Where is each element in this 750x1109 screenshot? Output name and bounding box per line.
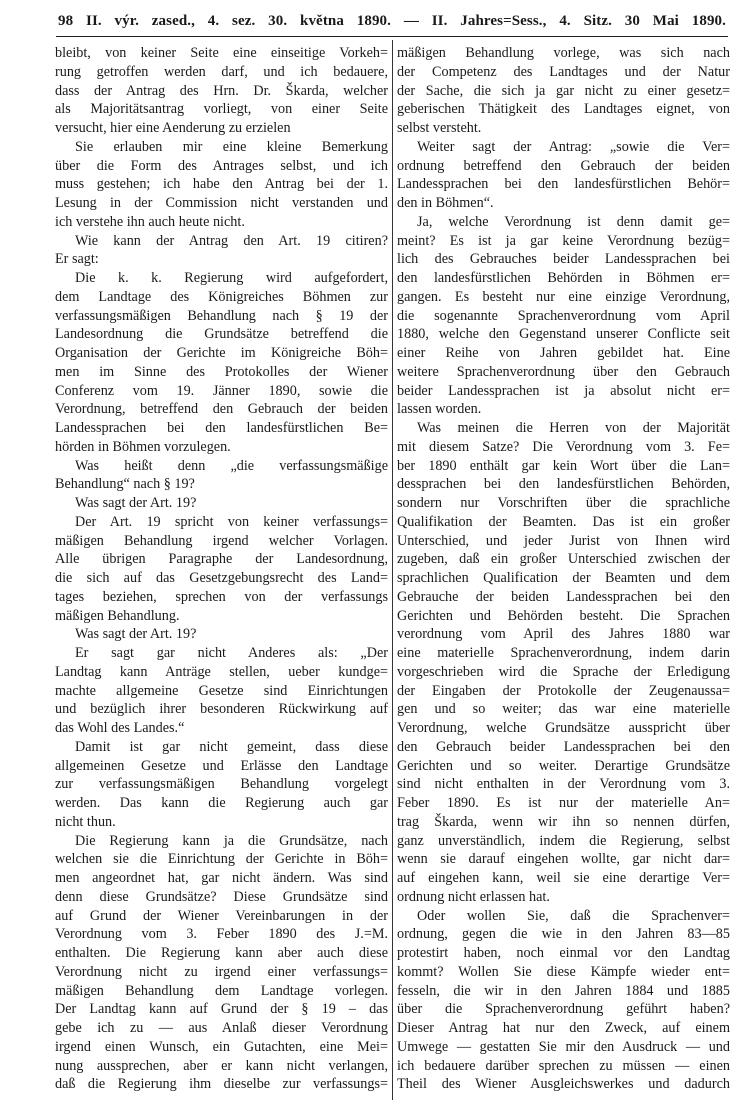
text-line: verfassungsmäßigen Behandlung nach § 19 der xyxy=(55,307,388,324)
text-line: Damit ist gar nicht gemeint, dass diese xyxy=(75,738,388,755)
text-line: einer Reihe von Jahren gebildet hat. Eine xyxy=(397,345,730,361)
text-line: Conferenz vom 19. Jänner 1890, sowie die xyxy=(55,382,388,399)
text-line: Verordnung nicht zu irgend einer verfassungs= xyxy=(55,963,388,980)
text-line: dessprachen bei den landesfürstlichen Behörden, xyxy=(397,476,730,493)
text-line: Weiter sagt der Antrag: „sowie die Ver= xyxy=(417,138,730,155)
text-line: ich bedauere darüber sprechen zu müssen — einen xyxy=(397,1057,730,1074)
text-line: hörden in Böhmen vorzulegen. xyxy=(55,438,231,455)
page-header: 98 II. výr. zased., 4. sez. 30. května 1890. — II. Jahres=Sess., 4. Sitz. 30 Mai 1890. xyxy=(58,13,726,29)
text-line: Unterschied, und jeder Jurist von Ihnen wird xyxy=(397,532,730,549)
text-line: Landessprachen bei den landesfürstlichen Behör= xyxy=(397,176,730,193)
text-line: versucht, hier eine Aenderung zu erzielen xyxy=(55,120,291,136)
text-line: der Sache, die sich ja gar nicht zu einer gesetz= xyxy=(397,82,730,99)
paragraph xyxy=(397,138,730,213)
paragraph xyxy=(55,644,388,738)
text-line: Dieser Antrag hat nur den Zweck, auf einem xyxy=(397,1020,730,1036)
text-line: ordnung nicht erlassen hat. xyxy=(397,888,550,905)
text-line: muss gestehen; ich habe den Antrag bei der 1. xyxy=(55,176,388,193)
text-line: beider Landessprachen ist ja absolut nicht er= xyxy=(397,382,730,399)
text-line: werden. Das kann die Regierung auch gar xyxy=(55,795,388,811)
text-line: Der Art. 19 spricht von keiner verfassungs= xyxy=(75,513,388,530)
text-line: gangen. Es besteht nur eine einzige Verordnung, xyxy=(397,288,730,305)
text-line: kommt? Wollen Sie diese Kämpfe wieder ent= xyxy=(397,963,730,980)
paragraph xyxy=(55,457,388,495)
text-line: den in Böhmen“. xyxy=(397,195,494,211)
text-line: men im Sinne des Protokolles der Wiener xyxy=(55,363,388,380)
text-line: Behandlung“ nach § 19? xyxy=(55,476,195,493)
text-line: Verordnung vom 3. Feber 1890 des J.=M. xyxy=(55,926,388,943)
text-line: machte allgemeine Gesetze sind Einrichtungen xyxy=(55,682,388,699)
text-line: mäßigen Behandlung dem Landtage vorlegen. xyxy=(55,982,388,999)
text-line: die sogenannte Sprachenverordnung vom April xyxy=(397,307,730,324)
paragraph xyxy=(55,625,388,644)
text-line: Der Landtag kann auf Grund der § 19 – das xyxy=(55,1001,388,1018)
text-line: Er sagt: xyxy=(55,251,99,268)
text-line: Qualifikation der Beamten. Das ist ein großer xyxy=(397,513,730,530)
text-line: das Wohl des Landes.“ xyxy=(55,720,185,736)
text-line: mäßigen Behandlung vorlege, was sich nach xyxy=(397,45,730,61)
text-line: ganz unverständlich, indem die Regierung, selbst xyxy=(397,832,730,849)
text-line: gen und so weiter; das war eine materielle xyxy=(397,701,730,718)
text-line: enthalten. Die Regierung kann aber auch diese xyxy=(55,945,388,961)
text-line: Gerichten und Behörden besteht. Die Sprachen xyxy=(397,607,730,624)
text-line: zur verfassungsmäßigen Behandlung vorgelegt xyxy=(55,776,388,793)
header-rule xyxy=(56,36,728,37)
text-line: über die Form des Antrages selbst, und ich xyxy=(55,157,388,174)
text-line: den Gebrauch beider Landessprachen bei den xyxy=(397,738,730,755)
text-line: Sie erlauben mir eine kleine Bemerkung xyxy=(75,138,388,155)
text-line: sprachlichen Qualification der Beamten und dem xyxy=(397,570,730,586)
text-line: ber 1890 enthält gar kein Wort über die Lan= xyxy=(397,457,730,474)
paragraph xyxy=(55,738,388,832)
text-line: lich des Gebrauches beider Landessprachen bei xyxy=(397,251,730,268)
text-line: Landessprachen bei den landesfürstlichen Be= xyxy=(55,420,388,436)
text-line: bleibt, von keiner Seite eine einseitige Vorkeh= xyxy=(55,45,388,61)
text-line: ordnung betreffend den Gebrauch der beiden xyxy=(397,157,730,174)
text-line: lassen worden. xyxy=(397,401,482,418)
text-line: Was heißt denn „die verfassungsmäßige xyxy=(75,457,388,474)
text-line: Umwege — gestatten Sie mir den Ausdruck — und xyxy=(397,1038,730,1055)
text-line: den landesfürstlichen Behörden in Böhmen er= xyxy=(397,270,730,286)
text-line: allgemeinen Gesetze und Erlässe den Landtage xyxy=(55,757,388,774)
paragraph xyxy=(397,419,730,907)
text-line: nicht thun. xyxy=(55,813,116,830)
paragraph xyxy=(55,232,388,270)
text-line: Er sagt gar nicht Anderes als: „Der xyxy=(75,645,388,661)
text-line: ich verstehe ihn auch heute nicht. xyxy=(55,213,245,230)
text-line: fesseln, die wir in den Jahren 1884 und 1885 xyxy=(397,982,730,999)
text-line: geberischen Thätigkeit des Landtages eignet, von xyxy=(397,101,730,118)
paragraph xyxy=(397,213,730,419)
text-line: Organisation der Gerichte im Königreiche Böh= xyxy=(55,345,388,361)
left-column xyxy=(55,44,388,1094)
text-line: die sich auf das Gesetzgebungsrecht des Land= xyxy=(55,570,388,586)
text-line: Theil des Wiener Ausgleichswerkes und dadurch xyxy=(397,1076,730,1093)
text-line: über die Sprachenverordnung geführt haben? xyxy=(397,1001,730,1018)
text-line: mäßigen Behandlung irgend welcher Vorlagen. xyxy=(55,532,388,549)
text-line: Was sagt der Art. 19? xyxy=(75,626,197,643)
text-line: Die Regierung kann ja die Grundsätze, nach xyxy=(75,832,388,849)
text-line: 1880, welche den Gegenstand unserer Conflicte seit xyxy=(397,326,730,343)
paragraph xyxy=(397,44,730,138)
text-line: wenn sie darauf eingehen wollte, gar nicht dar= xyxy=(397,851,730,868)
text-line: Lesung in der Commission nicht verstanden und xyxy=(55,195,388,211)
text-line: auf eingehen kann, weil sie eine derartige Ver= xyxy=(397,870,730,886)
text-line: Feber 1890. Es ist nur der materielle An= xyxy=(397,795,730,811)
text-line: Landesordnung die Grundsätze betreffend die xyxy=(55,326,388,343)
text-line: Ja, welche Verordnung ist denn damit ge= xyxy=(417,213,730,230)
text-line: dass der Antrag des Hrn. Dr. Škarda, welcher xyxy=(55,82,388,99)
text-line: sind nicht enthalten in der Verordnung vom 3. xyxy=(397,776,730,793)
text-line: verordnung vom April des Jahres 1880 war xyxy=(397,626,730,643)
text-line: mäßigen Behandlung. xyxy=(55,607,180,624)
paragraph xyxy=(55,138,388,232)
text-line: Alle übrigen Paragraphe der Landesordnung, xyxy=(55,551,388,568)
text-line: selbst versteht. xyxy=(397,120,482,136)
text-line: Die k. k. Regierung wird aufgefordert, xyxy=(75,270,388,286)
text-line: Landtag kann Anträge stellen, ueber kundge= xyxy=(55,663,388,680)
paragraph xyxy=(55,44,388,138)
text-line: weitere Sprachenverordnung über den Gebrauch xyxy=(397,363,730,380)
text-line: sondern nur Vorschriften über die sprachliche xyxy=(397,495,730,511)
text-line: irgend einen Wunsch, ein Gutachten, eine Mei= xyxy=(55,1038,388,1055)
paragraph xyxy=(55,832,388,1095)
text-line: denn diese Grundsätze? Diese Grundsätze sind xyxy=(55,888,388,905)
paragraph xyxy=(55,513,388,626)
paragraph xyxy=(397,907,730,1095)
text-line: der Competenz des Landtages und der Natur xyxy=(397,63,730,80)
text-line: dem Landtage des Königreiches Böhmen zur xyxy=(55,288,388,305)
text-line: mit diesem Satze? Die Verordnung vom 3. Fe= xyxy=(397,438,730,455)
text-line: Was meinen die Herren von der Majorität xyxy=(417,420,730,436)
text-line: ordnung, gegen die wie in den Jahren 83—85 xyxy=(397,926,730,943)
text-line: Oder wollen Sie, daß die Sprachenver= xyxy=(417,907,730,924)
column-divider xyxy=(392,40,393,1100)
text-line: rung getroffen werden darf, und ich bedauere, xyxy=(55,63,388,80)
text-line: und bezüglich ihrer besonderen Rückwirkung auf xyxy=(55,701,388,718)
paragraph xyxy=(55,269,388,457)
paragraph xyxy=(55,494,388,513)
text-line: Wie kann der Antrag den Art. 19 citiren? xyxy=(75,232,388,249)
text-line: Was sagt der Art. 19? xyxy=(75,495,197,511)
text-line: tages beziehen, sprechen von der verfassungs xyxy=(55,588,388,605)
text-line: trag Škarda, wenn wir ihn so nennen dürfen, xyxy=(397,813,730,830)
text-line: eine materielle Sprachenverordnung, indem darin xyxy=(397,645,730,661)
text-line: meint? Es ist ja gar keine Verordnung bezüg= xyxy=(397,232,730,249)
text-line: Gebrauche der beiden Landessprachen bei den xyxy=(397,588,730,605)
text-line: gebe ich zu — aus Anlaß dieser Verordnung xyxy=(55,1020,388,1036)
text-line: protestirt haben, noch einmal vor den Landtag xyxy=(397,945,730,961)
text-line: der Eingaben der Protokolle der Zeugenaussa= xyxy=(397,682,730,699)
text-line: auf Grund der Wiener Vereinbarungen in der xyxy=(55,907,388,924)
text-line: welchen sie die Einrichtung der Gerichte in Böh= xyxy=(55,851,388,868)
text-line: men angeordnet hat, gar nicht ändern. Was sind xyxy=(55,870,388,886)
text-line: nung aussprechen, aber er kann nicht verlangen, xyxy=(55,1057,388,1074)
text-line: als Majoritätsantrag vorliegt, von einer Seite xyxy=(55,101,388,118)
text-line: Verordnung, betreffend den Gebrauch der beiden xyxy=(55,401,388,418)
text-line: zugeben, daß ein großer Unterschied zwischen der xyxy=(397,551,730,568)
text-line: Gerichten und so weiter. Derartige Grundsätze xyxy=(397,757,730,774)
right-column xyxy=(397,44,730,1094)
text-line: vorgeschrieben wird die Sprache der Erledigung xyxy=(397,663,730,680)
text-line: Verordnung, welche Grundsätze ausspricht über xyxy=(397,720,730,736)
text-line: daß die Regierung ihm dieselbe zur verfassungs= xyxy=(55,1076,388,1093)
